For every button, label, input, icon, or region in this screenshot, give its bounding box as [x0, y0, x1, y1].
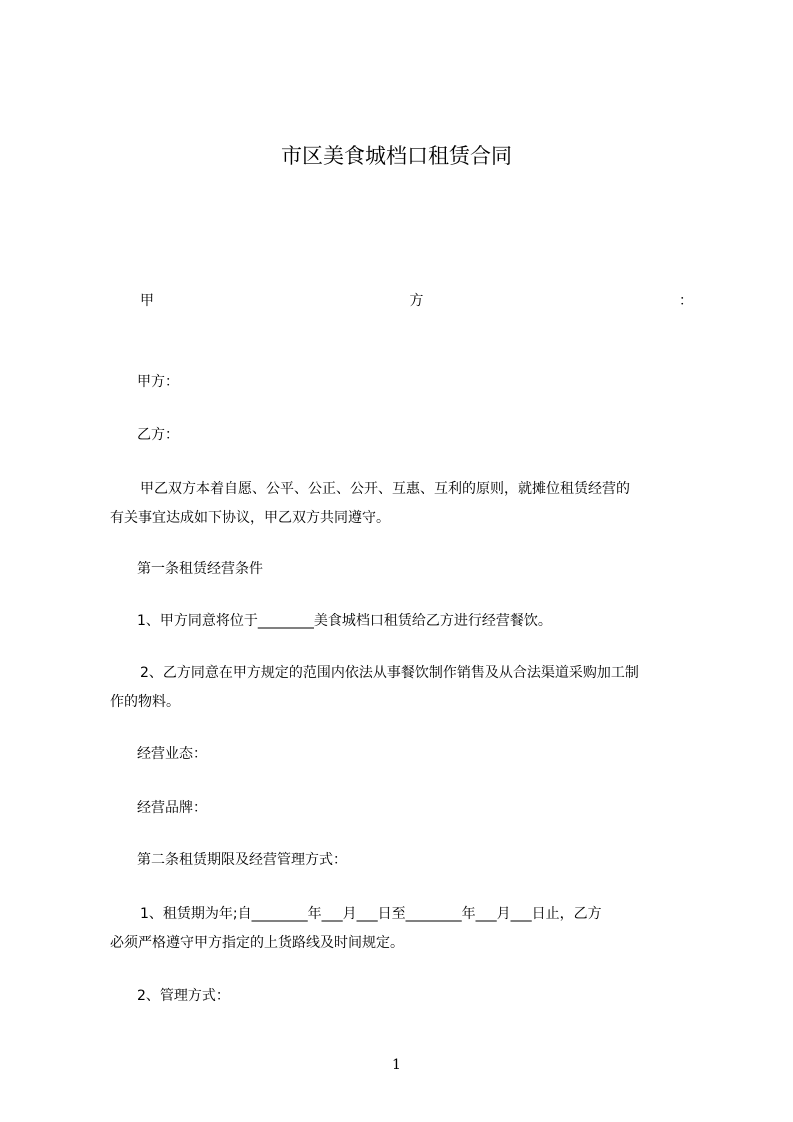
- article-2-heading: 第二条租赁期限及经营管理方式：: [137, 852, 347, 868]
- party-b-label: 乙方：: [137, 427, 179, 443]
- party-a-header-line: [140, 288, 693, 314]
- article-2-clause-1-line-1: 1、租赁期为年;自________年___月___日至________年___月___日止，乙方: [140, 906, 602, 922]
- page-number: 1: [392, 1057, 401, 1073]
- party-header-left: 甲: [140, 293, 154, 309]
- party-header-middle: 方: [409, 293, 424, 309]
- article-1-heading: 第一条租赁经营条件: [137, 561, 263, 577]
- intro-line-1: 甲乙双方本着自愿、公平、公正、公开、互惠、互利的原则，就摊位租赁经营的: [140, 481, 630, 497]
- article-1-clause-2-line-2: 作的物料。: [110, 694, 180, 710]
- business-type-label: 经营业态：: [137, 746, 207, 762]
- business-brand-label: 经营品牌：: [137, 800, 207, 816]
- article-1-clause-1: 1、甲方同意将位于________美食城档口租赁给乙方进行经营餐饮。: [137, 613, 552, 629]
- party-a-label: 甲方：: [137, 374, 179, 390]
- article-2-clause-2: 2、管理方式：: [137, 988, 230, 1004]
- document-title: 市区美食城档口租赁合同: [281, 144, 512, 168]
- article-1-clause-2-line-1: 2、乙方同意在甲方规定的范围内依法从事餐饮制作销售及从合法渠道采购加工制: [140, 665, 639, 681]
- party-header-right: ：: [679, 293, 693, 309]
- intro-line-2: 有关事宜达成如下协议，甲乙双方共同遵守。: [110, 510, 390, 526]
- article-2-clause-1-line-2: 必须严格遵守甲方指定的上货路线及时间规定。: [110, 935, 404, 951]
